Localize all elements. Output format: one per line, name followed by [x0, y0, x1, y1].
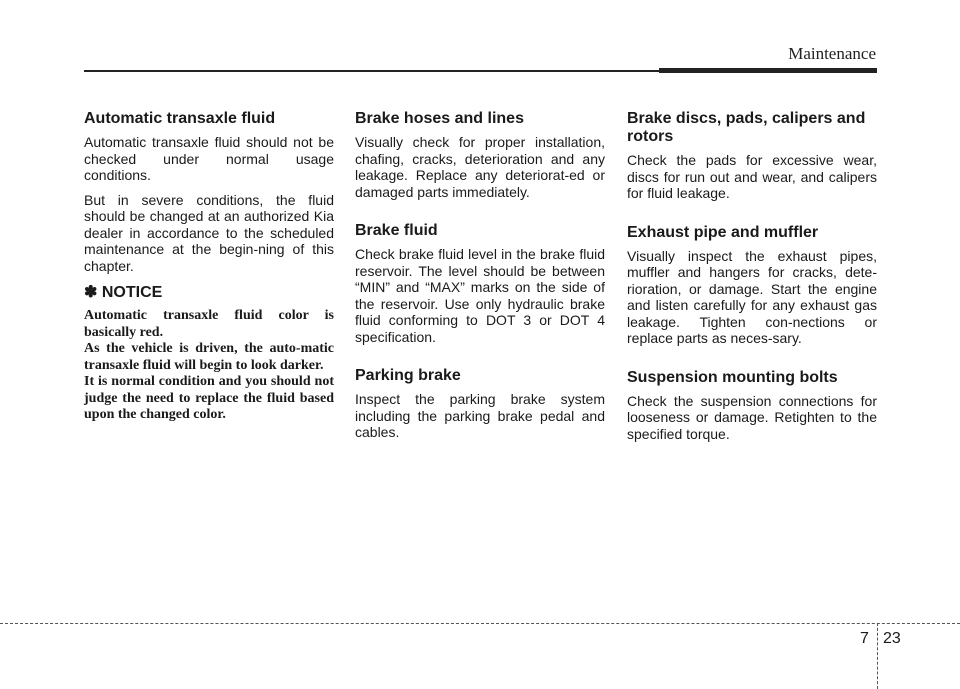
paragraph: Visually inspect the exhaust pipes, muffler and hangers for cracks, dete-rioration, or damage. Start the engine and listen carefully for any exhaust gas leakage. Tighten con-nections or replace parts as neces-sary.	[627, 247, 877, 346]
footer-rule	[0, 623, 960, 624]
footer-divider	[877, 623, 878, 689]
notice-line: As the vehicle is driven, the auto-matic transaxle fluid will begin to look darker.	[84, 341, 334, 373]
notice-box	[84, 284, 334, 424]
heading-suspension-bolts: Suspension mounting bolts	[627, 368, 838, 386]
heading-automatic-transaxle-fluid: Automatic transaxle fluid	[84, 110, 276, 127]
heading-exhaust-pipe: Exhaust pipe and muffler	[627, 223, 819, 241]
paragraph: Check the pads for excessive wear, discs for run out and wear, and calipers for fluid leakage.	[627, 152, 877, 201]
chapter-number: 7	[860, 630, 869, 647]
heading-brake-discs: Brake discs, pads, calipers and rotors	[627, 110, 866, 145]
heading-brake-hoses: Brake hoses and lines	[355, 110, 524, 127]
paragraph: Inspect the parking brake system including the parking brake pedal and cables.	[355, 391, 605, 440]
column-left	[84, 110, 334, 424]
notice-line: It is normal condition and you should not judge the need to replace the fluid based upon the changed color.	[84, 374, 334, 422]
heading-brake-fluid: Brake fluid	[355, 222, 438, 239]
header-rule-thick	[659, 68, 877, 73]
column-middle	[355, 110, 605, 449]
paragraph: Check brake fluid level in the brake fluid reservoir. The level should be between “MIN” and “MAX” marks on the side of the reservoir. Use only hydraulic brake fluid conforming to DOT 3 or DOT 4 specification.	[355, 246, 605, 345]
paragraph: Visually check for proper installation, chafing, cracks, deterioration and any leakage. Replace any deteriorat-ed or damaged parts immediately.	[355, 134, 605, 200]
notice-title: ✽ NOTICE	[84, 284, 163, 301]
column-right	[627, 110, 877, 450]
notice-line: Automatic transaxle fluid color is basically red.	[84, 308, 334, 340]
section-title: Maintenance	[788, 44, 876, 63]
heading-parking-brake: Parking brake	[355, 367, 461, 384]
page-number: 23	[883, 630, 901, 647]
paragraph: Automatic transaxle fluid should not be checked under normal usage conditions.	[84, 134, 334, 183]
paragraph: But in severe conditions, the fluid should be changed at an authorized Kia dealer in accordance to the scheduled maintenance at the begin-ning of this chapter.	[84, 191, 334, 274]
header-rule-thin	[84, 70, 659, 72]
paragraph: Check the suspension connections for looseness or damage. Retighten to the specified torque.	[627, 392, 877, 442]
